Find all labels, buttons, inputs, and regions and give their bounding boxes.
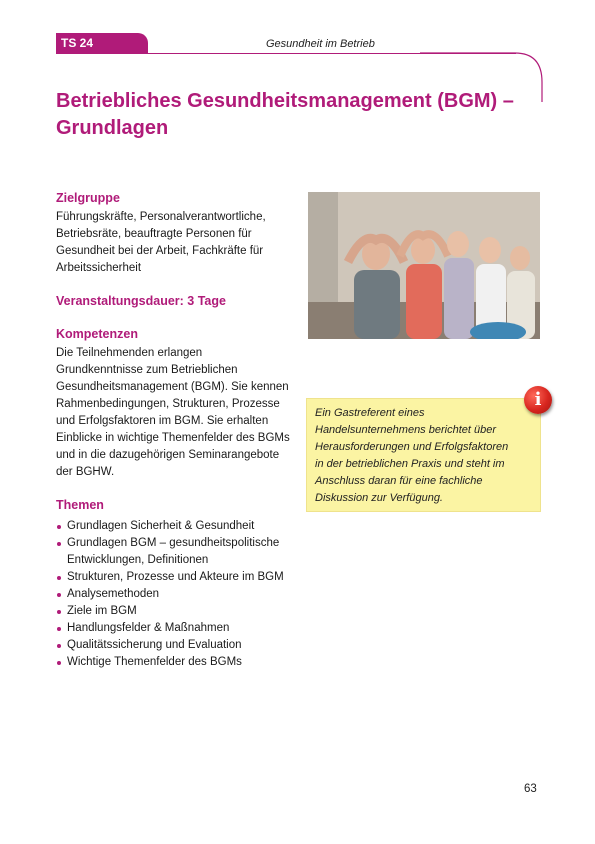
page-title bbox=[56, 88, 546, 142]
zielgruppe-heading: Zielgruppe bbox=[56, 191, 120, 205]
title-line-2: Grundlagen bbox=[56, 117, 169, 139]
seminar-photo bbox=[308, 192, 540, 339]
page-number: 63 bbox=[524, 783, 537, 795]
list-item: Qualitätssicherung und Evaluation bbox=[56, 637, 291, 654]
section-tag: TS 24 bbox=[56, 33, 148, 53]
list-item: Wichtige Themenfelder des BGMs bbox=[56, 654, 291, 671]
list-item: Grundlagen Sicherheit & Gesundheit bbox=[56, 518, 291, 535]
dauer-section bbox=[56, 293, 291, 310]
themen-heading: Themen bbox=[56, 498, 104, 512]
themen-list bbox=[56, 518, 291, 671]
list-item: Grundlagen BGM – gesundheitspolitische Entwicklungen, Definitionen bbox=[56, 535, 291, 569]
info-note: Ein Gastreferent eines Handelsunternehmens berichtet über Herausforderungen und Erfolgsfaktoren in der betrieblichen Praxis und steht im Anschluss daran für eine fachliche Diskussion zur Verfügung. bbox=[306, 398, 541, 512]
list-item: Strukturen, Prozesse und Akteure im BGM bbox=[56, 569, 291, 586]
list-item: Analysemethoden bbox=[56, 586, 291, 603]
themen-section bbox=[56, 497, 291, 671]
title-line-1: Betriebliches Gesundheitsmanagement (BGM) – bbox=[56, 90, 514, 112]
content-column bbox=[56, 190, 291, 687]
list-item: Handlungsfelder & Maßnahmen bbox=[56, 620, 291, 637]
kompetenzen-heading: Kompetenzen bbox=[56, 327, 138, 341]
zielgruppe-section bbox=[56, 190, 291, 277]
zielgruppe-text: Führungskräfte, Personalverantwortliche, Betriebsräte, beauftragte Personen für Gesundheit bei der Arbeit, Fachkräfte für Arbeitssicherheit bbox=[56, 211, 266, 274]
kompetenzen-section bbox=[56, 326, 291, 481]
kompetenzen-text: Die Teilnehmenden erlangen Grundkenntnisse zum Betrieblichen Gesundheitsmanagement (BGM). Sie kennen Rahmenbedingungen, Strukturen, Prozesse und Erfolgsfaktoren im BGM. Sie erhalten Einblicke in wichtige Themenfelder des BGMs und in die dazugehörigen Seminarangebote der BGHW. bbox=[56, 347, 290, 478]
dauer-heading: Veranstaltungsdauer: 3 Tage bbox=[56, 294, 226, 308]
photo-illustration bbox=[308, 192, 540, 339]
running-header: Gesundheit im Betrieb bbox=[266, 38, 375, 50]
list-item: Ziele im BGM bbox=[56, 603, 291, 620]
info-icon: i bbox=[524, 386, 552, 414]
